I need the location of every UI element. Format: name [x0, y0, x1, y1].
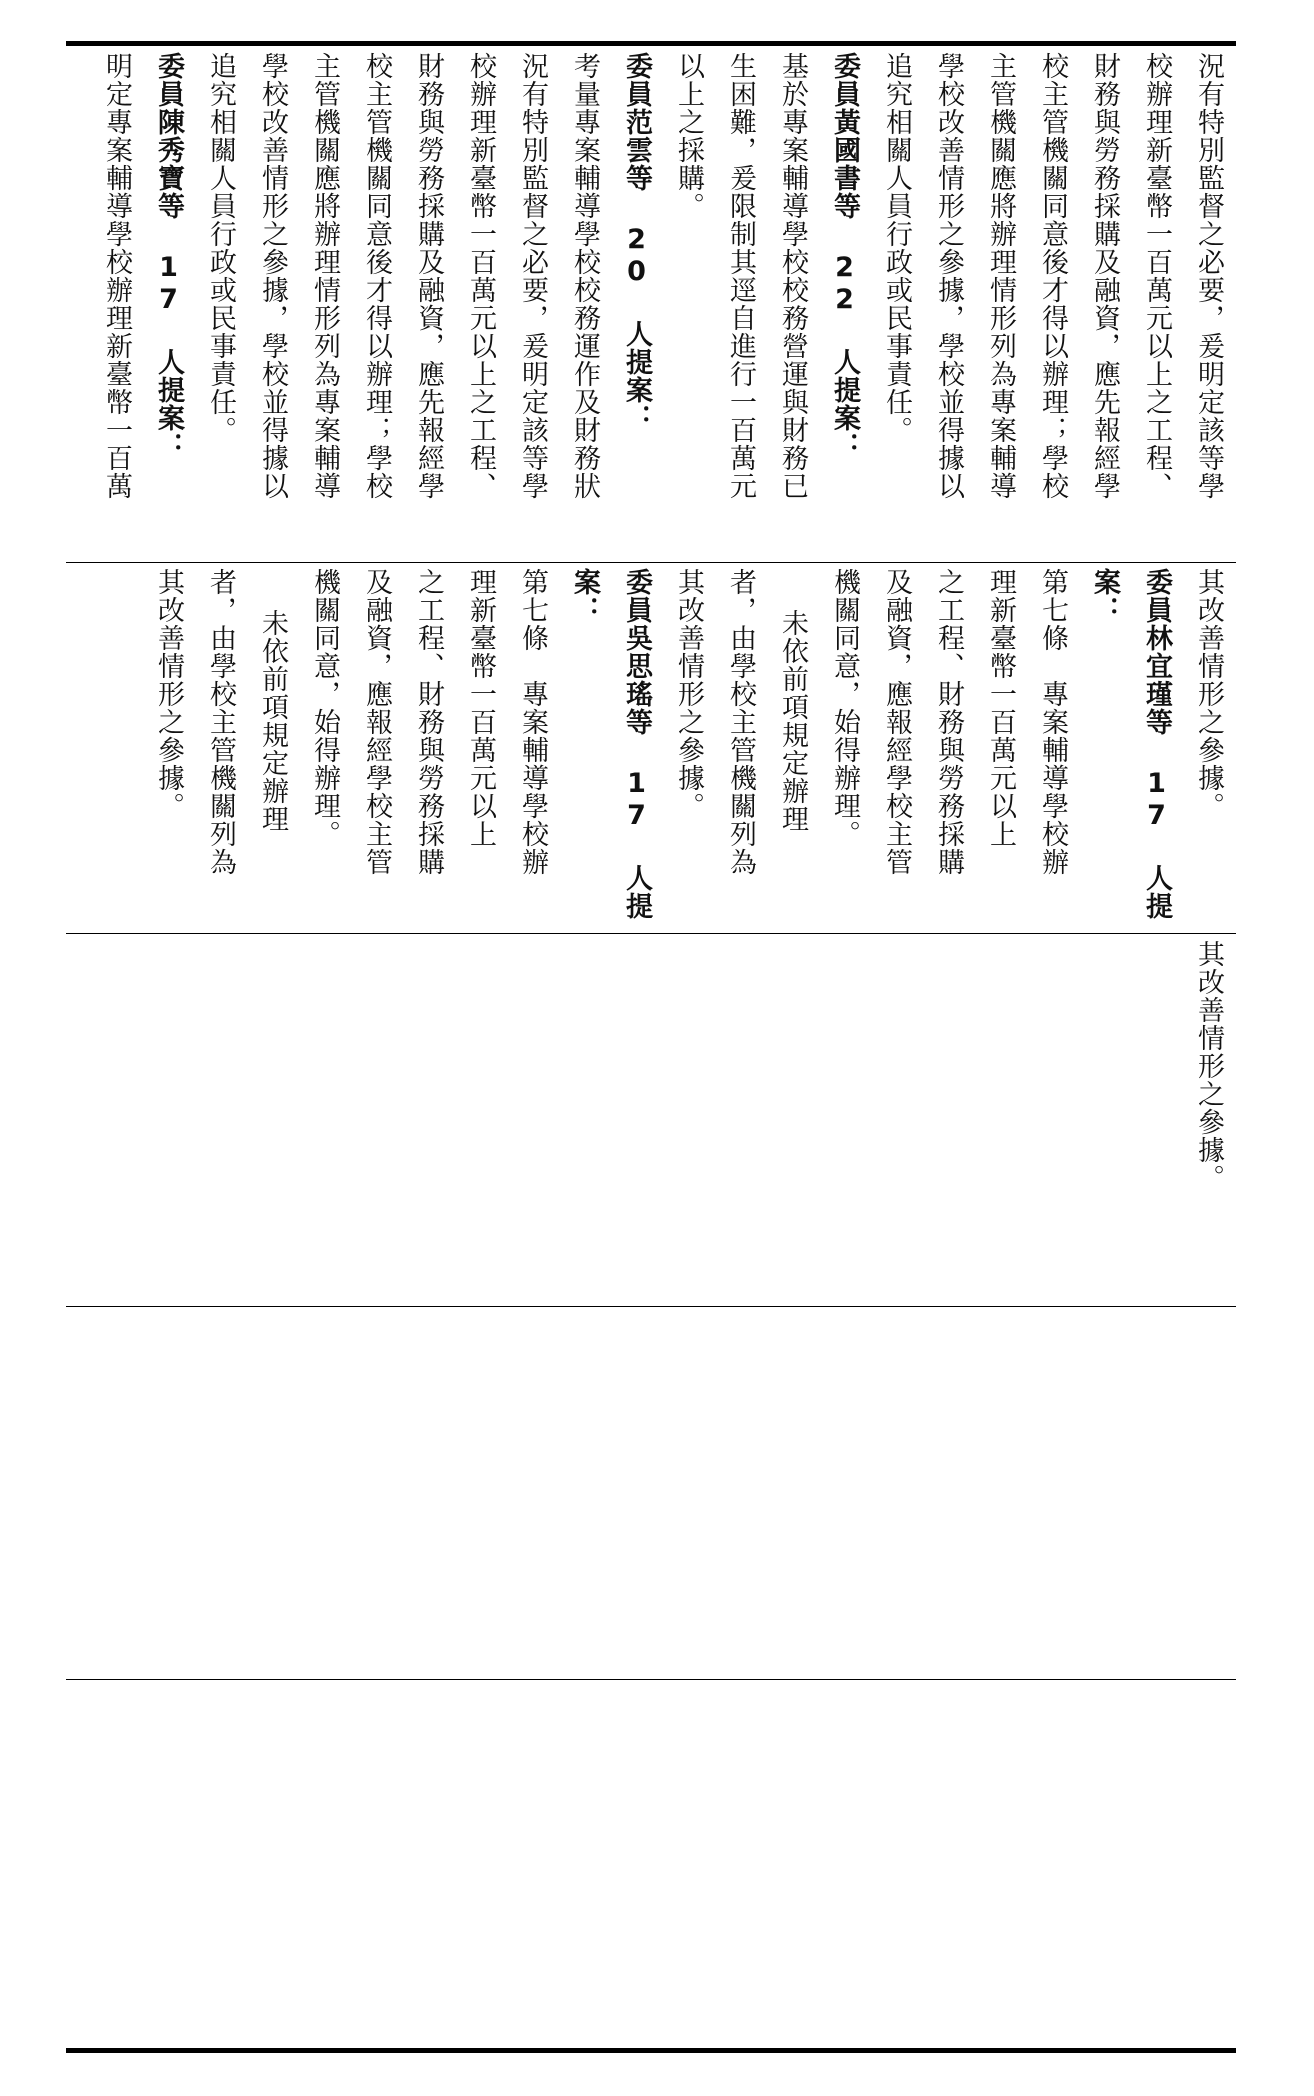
proposal-heading: 委員范雲等 20 人提案： [621, 52, 652, 432]
text-line: 學校改善情形之參據，學校並得據以 [257, 52, 288, 500]
indented-paragraph: 未依前項規定辦理 [777, 608, 808, 833]
text-line: 其改善情形之參據。 [153, 568, 184, 820]
text-line: 之工程、財務與勞務採購 [413, 568, 444, 876]
proposal-heading: 委員林宜瑾等 17 人提案： [1089, 568, 1172, 920]
text-line: 基於專案輔導學校校務營運與財務已 [777, 52, 808, 500]
proposal-heading: 委員陳秀寶等 17 人提案： [153, 52, 184, 460]
text-line: 學校改善情形之參據，學校並得據以 [933, 52, 964, 500]
text-line: 者，由學校主管機關列為 [725, 568, 756, 876]
text-line: 財務與勞務採購及融資，應先報經學 [413, 52, 444, 500]
text-line: 校辦理新臺幣一百萬元以上之工程、 [1141, 52, 1172, 500]
text-line: 校辦理新臺幣一百萬元以上之工程、 [465, 52, 496, 500]
text-line: 況有特別監督之必要，爰明定該等學 [517, 52, 548, 500]
text-line: 明定專案輔導學校辦理新臺幣一百萬 [101, 52, 132, 500]
text-line: 生困難，爰限制其逕自進行一百萬元 [725, 52, 756, 500]
text-line: 其改善情形之參據。 [673, 568, 704, 820]
text-line: 理新臺幣一百萬元以上 [465, 568, 496, 848]
row-divider [66, 562, 1236, 563]
row-divider [66, 1306, 1236, 1307]
text-line: 及融資，應報經學校主管 [361, 568, 392, 876]
row-divider [66, 1679, 1236, 1680]
table-cell-row3 [70, 940, 1234, 1304]
indented-paragraph: 未依前項規定辦理 [257, 608, 288, 833]
table-cell-row1 [70, 52, 1234, 562]
text-line: 追究相關人員行政或民事責任。 [205, 52, 236, 444]
top-border-rule [66, 41, 1236, 46]
text-line: 之工程、財務與勞務採購 [933, 568, 964, 876]
text-line: 者，由學校主管機關列為 [205, 568, 236, 876]
text-line: 其改善情形之參據。 [1193, 568, 1224, 820]
text-line: 第七條 專案輔導學校辦 [1037, 568, 1068, 876]
text-line: 及融資，應報經學校主管 [881, 568, 912, 876]
table-cell-row4 [70, 1312, 1234, 1676]
table-cell-row5 [70, 1686, 1234, 2042]
text-line: 校主管機關同意後才得以辦理；學校 [1037, 52, 1068, 500]
text-line: 追究相關人員行政或民事責任。 [881, 52, 912, 444]
text-line: 以上之採購。 [673, 52, 704, 220]
text-line: 其改善情形之參據。 [1193, 940, 1224, 1192]
text-line: 理新臺幣一百萬元以上 [985, 568, 1016, 848]
text-line: 主管機關應將辦理情形列為專案輔導 [309, 52, 340, 500]
table-cell-row2 [70, 568, 1234, 932]
proposal-heading: 委員黃國書等 22 人提案： [829, 52, 860, 460]
text-line: 校主管機關同意後才得以辦理；學校 [361, 52, 392, 500]
bottom-border-rule [66, 2048, 1236, 2053]
row-divider [66, 933, 1236, 934]
text-line: 機關同意，始得辦理。 [829, 568, 860, 848]
text-line: 機關同意，始得辦理。 [309, 568, 340, 848]
text-line: 主管機關應將辦理情形列為專案輔導 [985, 52, 1016, 500]
text-line: 第七條 專案輔導學校辦 [517, 568, 548, 876]
text-line: 考量專案輔導學校校務運作及財務狀 [569, 52, 600, 500]
text-line: 況有特別監督之必要，爰明定該等學 [1193, 52, 1224, 500]
text-line: 財務與勞務採購及融資，應先報經學 [1089, 52, 1120, 500]
proposal-heading: 委員吳思瑤等 17 人提案： [569, 568, 652, 920]
